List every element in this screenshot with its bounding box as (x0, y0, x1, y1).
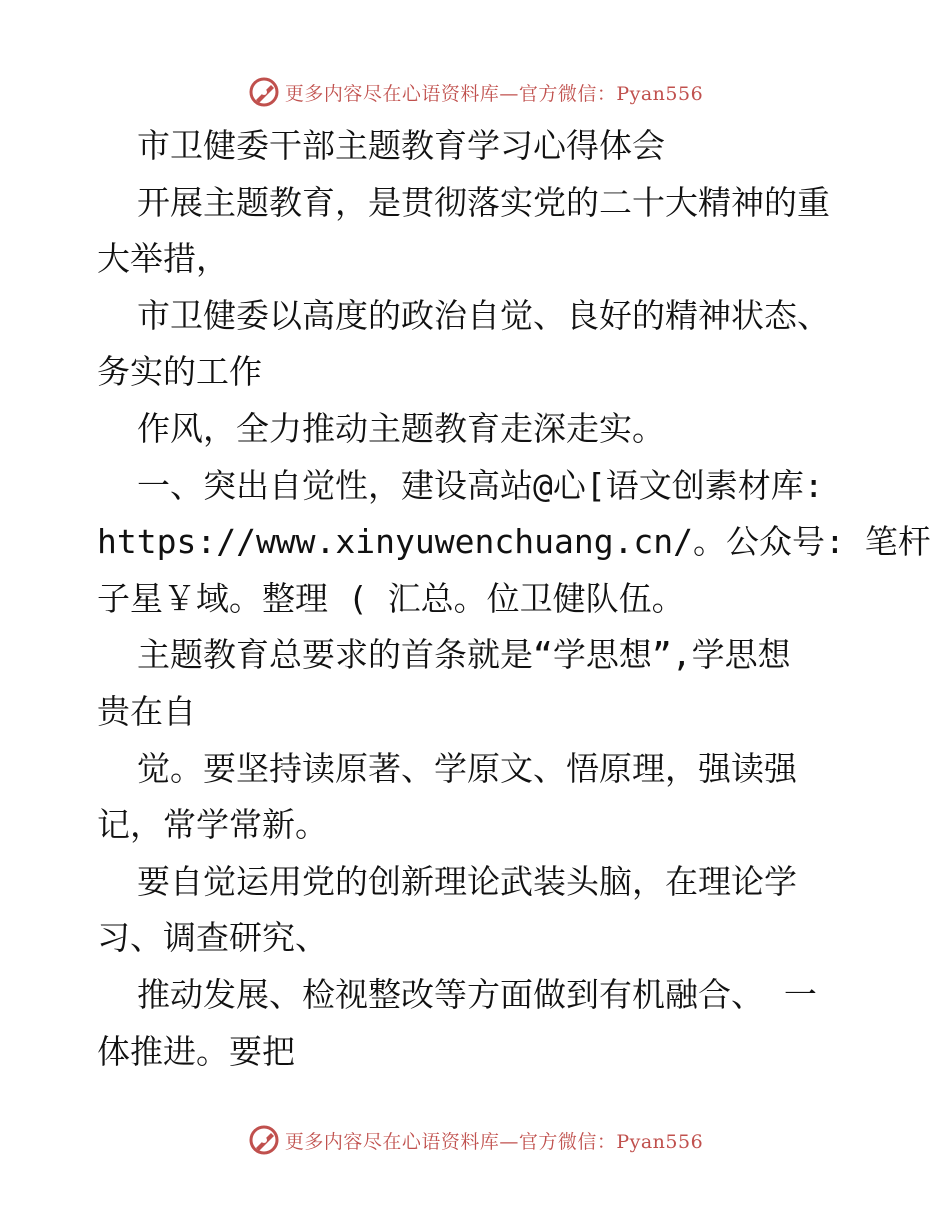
document-body (97, 118, 931, 1080)
paragraph-line: 记，常学常新。 (97, 805, 328, 845)
paragraph-line: 推动发展、检视整改等方面做到有机融合、 一 (137, 974, 817, 1014)
footer-watermark (0, 1120, 950, 1160)
paragraph-line: 大举措， (97, 239, 229, 279)
paragraph-line: 开展主题教育，是贯彻落实党的二十大精神的重 (137, 182, 830, 222)
paragraph-line: 贵在自 (97, 691, 196, 731)
document-title: 市卫健委干部主题教育学习心得体会 (137, 126, 665, 165)
paragraph-line: 觉。要坚持读原著、学原文、悟原理，强读强 (137, 748, 797, 788)
pen-logo-icon (247, 75, 281, 109)
paragraph-line: 主题教育总要求的首条就是“学思想”,学思想 (137, 635, 791, 675)
paragraph-line: 子星￥域。整理 ( 汇总。位卫健队伍。 (97, 578, 685, 618)
paragraph-line: 习、调查研究、 (97, 918, 328, 958)
watermark-text: 更多内容尽在心语资料库—官方微信：Pyan556 (284, 82, 704, 105)
paragraph-line: 要自觉运用党的创新理论武装头脑，在理论学 (137, 861, 797, 901)
header-watermark (0, 72, 950, 112)
pen-logo-icon (247, 1123, 281, 1157)
paragraph-line: 体推进。要把 (97, 1031, 295, 1071)
paragraph-line: 务实的工作 (97, 352, 262, 392)
paragraph-line: https://www.xinyuwenchuang.cn/。公众号: 笔杆 (97, 522, 931, 562)
paragraph-line: 市卫健委以高度的政治自觉、良好的精神状态、 (137, 295, 830, 335)
section-heading: 一、突出自觉性，建设高站@心[语文创素材库: (137, 465, 824, 505)
paragraph-line: 作风，全力推动主题教育走深走实。 (137, 408, 665, 448)
watermark-text: 更多内容尽在心语资料库—官方微信：Pyan556 (284, 1130, 704, 1153)
